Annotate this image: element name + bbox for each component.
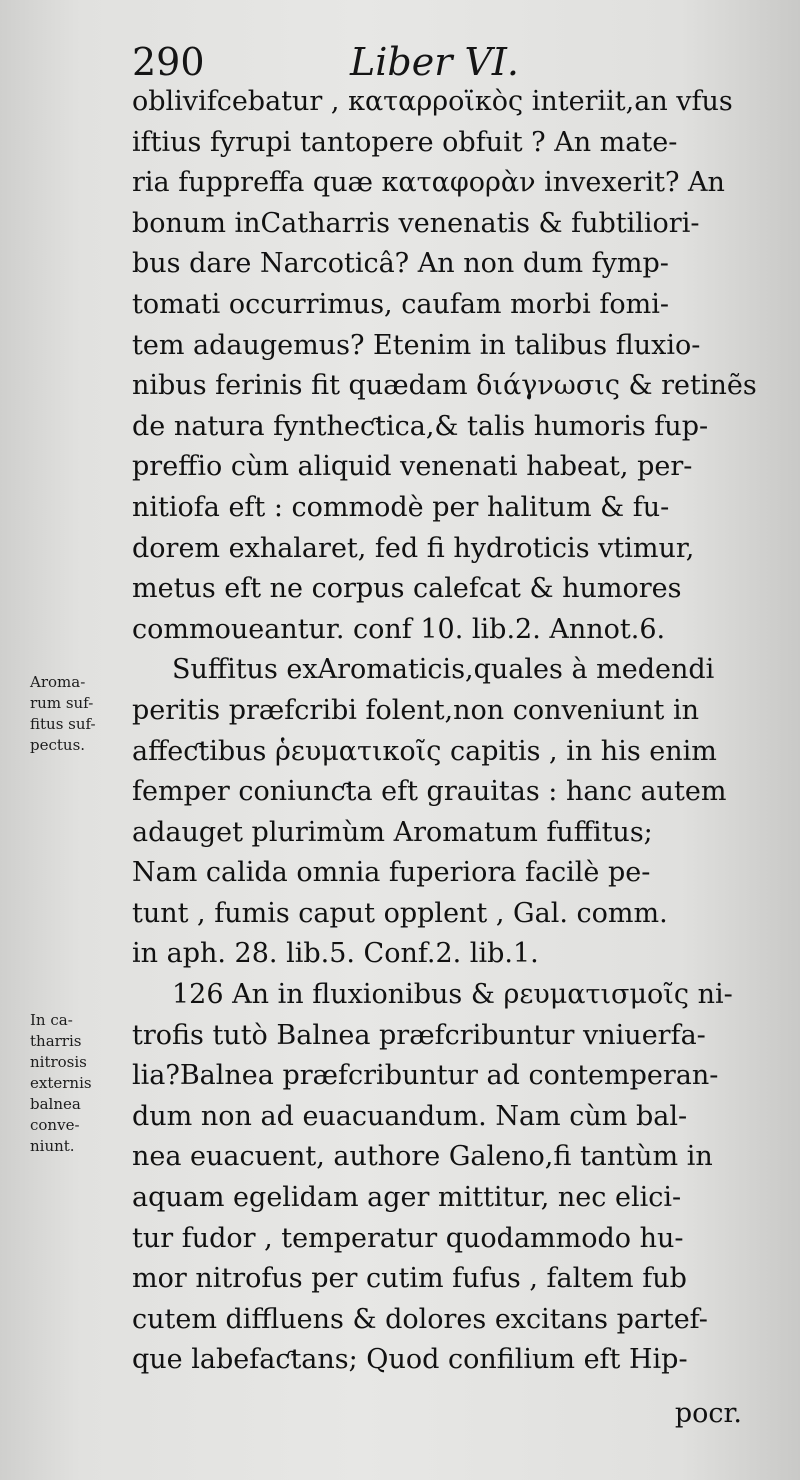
text-line: Nam calida omnia fuperiora facilè pe- xyxy=(132,857,651,889)
text-line: nitiofa eft : commodè per halitum & fu- xyxy=(132,491,670,523)
text-line: tunt , fumis caput opplent , Gal. comm. xyxy=(132,897,668,929)
margin-note-line: rum suf- xyxy=(30,694,94,712)
margin-note-line: Aroma- xyxy=(30,673,86,691)
text-line: Suffitus exAromaticis,quales à medendi xyxy=(172,654,715,686)
text-line: nibus ferinis fit quædam διάγνωσις & retinẽs xyxy=(132,370,757,402)
margin-note-line: pectus. xyxy=(30,736,86,754)
text-line: 126 An in fluxionibus & ρευματισμοῖς ni- xyxy=(172,979,733,1011)
paragraph-balnea xyxy=(132,975,744,1381)
text-line: femper coniunƈta eft grauitas : hanc autem xyxy=(132,776,727,808)
text-line: nea euacuent, authore Galeno,fi tantùm in xyxy=(132,1141,713,1173)
margin-note-line: conve- xyxy=(30,1116,80,1134)
margin-note-line: fitus suf- xyxy=(30,715,96,733)
text-line: dum non ad euacuandum. Nam cùm bal- xyxy=(132,1100,688,1132)
catchword: pocr. xyxy=(674,1398,742,1429)
text-line: tem adaugemus? Etenim in talibus fluxio- xyxy=(132,329,701,361)
text-line: tur fudor , temperatur quodammodo hu- xyxy=(132,1222,684,1254)
paragraph-continued xyxy=(132,82,757,650)
margin-note-line: In ca- xyxy=(30,1011,73,1029)
text-line: que labefaƈtans; Quod confilium eft Hip- xyxy=(132,1344,688,1376)
page-number: 290 xyxy=(132,40,205,84)
text-line: trofis tutò Balnea præfcribuntur vniuerfa- xyxy=(132,1019,706,1051)
text-line: oblivifcebatur , καταρροϊκὸς interiit,an vfus xyxy=(132,86,733,117)
text-line: lia?Balnea præfcribuntur ad contemperan- xyxy=(132,1060,719,1092)
text-line: dorem exhalaret, fed fi hydroticis vtimur, xyxy=(132,532,695,564)
margin-note-catarrhis xyxy=(30,1010,128,1157)
text-line: cutem diffluens & dolores excitans partef- xyxy=(132,1303,708,1335)
main-text-block xyxy=(132,82,757,1381)
margin-note-line: tharris xyxy=(30,1032,82,1050)
text-line: in aph. 28. lib.5. Conf.2. lib.1. xyxy=(132,938,539,970)
text-line: preffio cùm aliquid venenati habeat, per- xyxy=(132,451,693,483)
text-line: tomati occurrimus, caufam morbi fomi- xyxy=(132,288,669,320)
running-head: Liber VI. xyxy=(350,40,519,84)
text-line: aquam egelidam ager mittitur, nec elici- xyxy=(132,1182,682,1214)
text-line: de natura fyntheƈtica,& talis humoris fup- xyxy=(132,410,709,442)
text-line: commoueantur. conf 10. lib.2. Annot.6. xyxy=(132,613,666,645)
margin-note-line: balnea xyxy=(30,1095,81,1113)
margin-note-aromatum xyxy=(30,672,128,756)
text-line: iftius fyrupi tantopere obfuit ? An mate- xyxy=(132,126,678,158)
margin-note-line: externis xyxy=(30,1074,92,1092)
margin-note-line: nitrosis xyxy=(30,1053,87,1071)
text-line: metus eft ne corpus calefcat & humores xyxy=(132,573,682,605)
text-line: affeƈtibus ῥευματικοῖς capitis , in his enim xyxy=(132,735,717,767)
margin-note-line: niunt. xyxy=(30,1137,75,1155)
text-line: adauget plurimùm Aromatum fuffitus; xyxy=(132,816,653,848)
text-line: bonum inCatharris venenatis & fubtiliori- xyxy=(132,207,700,239)
text-line: bus dare Narcoticâ? An non dum fymp- xyxy=(132,248,669,280)
paragraph-suffitus xyxy=(132,650,744,975)
text-line: peritis præfcribi folent,non conveniunt in xyxy=(132,694,700,726)
text-line: ria fuppreffa quæ καταφορὰν invexerit? An xyxy=(132,167,725,199)
text-line: mor nitrofus per cutim fufus , faltem fub xyxy=(132,1263,687,1295)
